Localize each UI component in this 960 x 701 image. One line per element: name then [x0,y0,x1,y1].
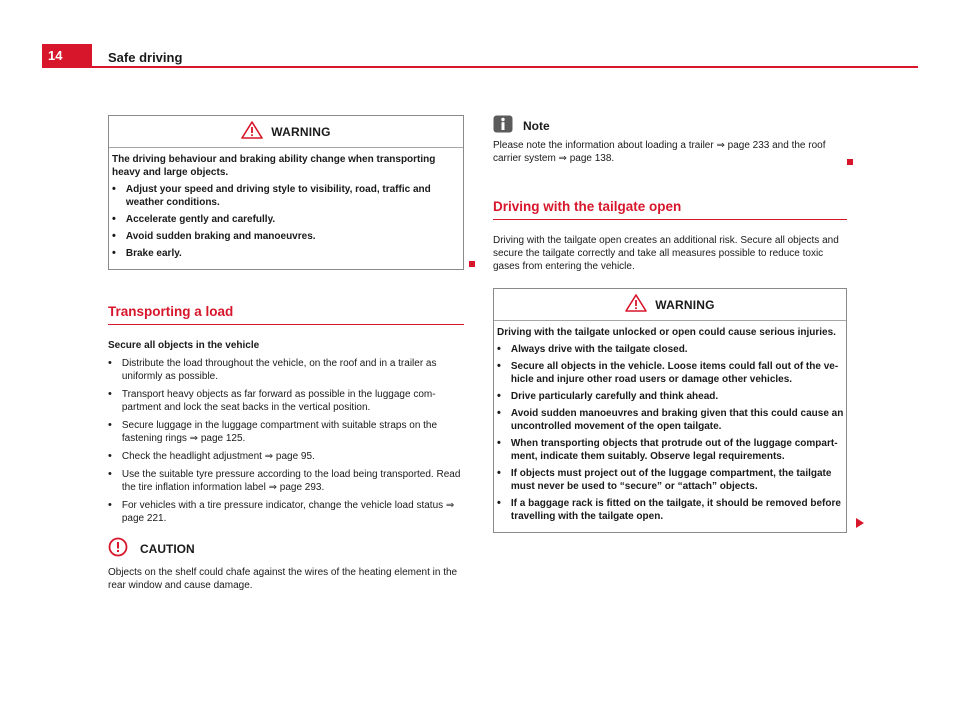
exclamation-circle-icon [108,537,128,560]
warning-bullet [497,390,844,403]
warning-bullet-text: Secure all objects in the vehicle. Loose items could fall out of the ve-hicle and injure other road users or damage other vehicles. [510,361,839,385]
warning-triangle-icon [241,121,263,142]
note-title: Note [523,118,550,133]
bullet-icon: • [497,437,501,449]
list-item [108,388,464,414]
bullet-icon: • [497,407,501,419]
right-column [493,115,847,533]
bullet-icon: • [108,499,112,511]
list-item [108,419,464,445]
header-rule [42,66,918,68]
warning-bullet-text: When transporting objects that protrude out of the luggage compart-ment, indicate them suitably. Observe legal requirements. [510,438,838,462]
warning-bullet [112,247,461,260]
section-title: Safe driving [108,50,183,65]
warning-intro: The driving behaviour and braking ability change when transporting heavy and large objects. [112,154,436,178]
bullet-icon: • [108,388,112,400]
list-item-text: Use the suitable tyre pressure according to the load being transported. Read the tire inflation information label ⇒ page 293. [121,469,461,493]
warning-bullet-text: Accelerate gently and carefully. [125,214,276,225]
warning-bullet [112,183,461,209]
warning-title: WARNING [655,297,715,312]
warning-bullet [497,497,844,523]
bullet-icon: • [497,343,501,355]
bullet-icon: • [108,468,112,480]
tailgate-intro: Driving with the tailgate open creates an additional risk. Secure all objects and secure the tailgate correctly and take all measures possible to reduce toxic gases from entering the vehicle. [493,235,839,272]
warning-header [494,289,846,321]
warning-triangle-icon [625,294,647,315]
warning-title: WARNING [271,124,331,139]
warning-bullet-text: If a baggage rack is fitted on the tailgate, it should be removed before travelling with the tailgate open. [510,498,841,522]
warning-bullet [112,213,461,226]
list-item [108,468,464,494]
warning-bullet-text: Drive particularly carefully and think ahead. [510,391,719,402]
warning-header [109,116,463,148]
warning-bullet-text: Avoid sudden braking and manoeuvres. [125,231,316,242]
warning-bullet-text: Avoid sudden manoeuvres and braking given that this could cause an uncontrolled movement of the open tailgate. [510,408,844,432]
subheading-secure-objects: Secure all objects in the vehicle [108,340,260,351]
bullet-icon: • [112,230,116,242]
info-icon [493,115,513,136]
list-item-text: Secure luggage in the luggage compartment with suitable straps on the fastening rings ⇒ page 125. [121,420,438,444]
section-end-mark [469,261,475,267]
bullet-icon: • [497,467,501,479]
list-item [108,450,464,463]
warning-bullet [497,360,844,386]
list-item [108,499,464,525]
warning-box-tailgate [493,288,847,533]
bullet-icon: • [112,247,116,259]
bullet-icon: • [112,213,116,225]
bullet-icon: • [497,360,501,372]
caution-title: CAUTION [140,541,195,556]
warning-body [109,148,463,269]
warning-bullet-text: Brake early. [125,248,182,259]
bullet-icon: • [108,450,112,462]
note-header [493,115,847,136]
continue-arrow-icon [856,518,864,528]
heading-transporting-load: Transporting a load [108,304,464,325]
warning-intro: Driving with the tailgate unlocked or open could cause serious injuries. [497,327,836,338]
list-item-text: Distribute the load throughout the vehicle, on the roof and in a trailer as uniformly as possible. [121,358,437,382]
warning-bullet-text: Always drive with the tailgate closed. [510,344,688,355]
bullet-icon: • [112,183,116,195]
heading-tailgate-open: Driving with the tailgate open [493,199,847,220]
section-end-mark [847,159,853,165]
bullet-icon: • [108,357,112,369]
warning-bullet [112,230,461,243]
warning-bullet [497,343,844,356]
note-text: Please note the information about loading a trailer ⇒ page 233 and the roof carrier system ⇒ page 138. [493,140,826,164]
warning-bullet-text: If objects must project out of the luggage compartment, the tailgate must never be used to “secure” or “attach” objects. [510,468,832,492]
warning-body [494,321,846,532]
warning-box-load [108,115,464,270]
warning-bullet [497,437,844,463]
list-item [108,357,464,383]
page-number: 14 [42,44,92,68]
warning-bullet-text: Adjust your speed and driving style to visibility, road, traffic and weather conditions. [125,184,431,208]
list-item-text: Check the headlight adjustment ⇒ page 95. [121,451,315,462]
bullet-icon: • [108,419,112,431]
warning-bullet [497,467,844,493]
caution-text: Objects on the shelf could chafe against the wires of the heating element in the rear window and cause damage. [108,567,458,591]
caution-header [108,537,464,560]
left-column [108,115,464,597]
bullet-icon: • [497,497,501,509]
bullet-icon: • [497,390,501,402]
list-item-text: Transport heavy objects as far forward as possible in the luggage com-partment and lock the seat backs in the vertical position. [121,389,436,413]
list-item-text: For vehicles with a tire pressure indicator, change the vehicle load status ⇒ page 221. [121,500,455,524]
warning-bullet [497,407,844,433]
